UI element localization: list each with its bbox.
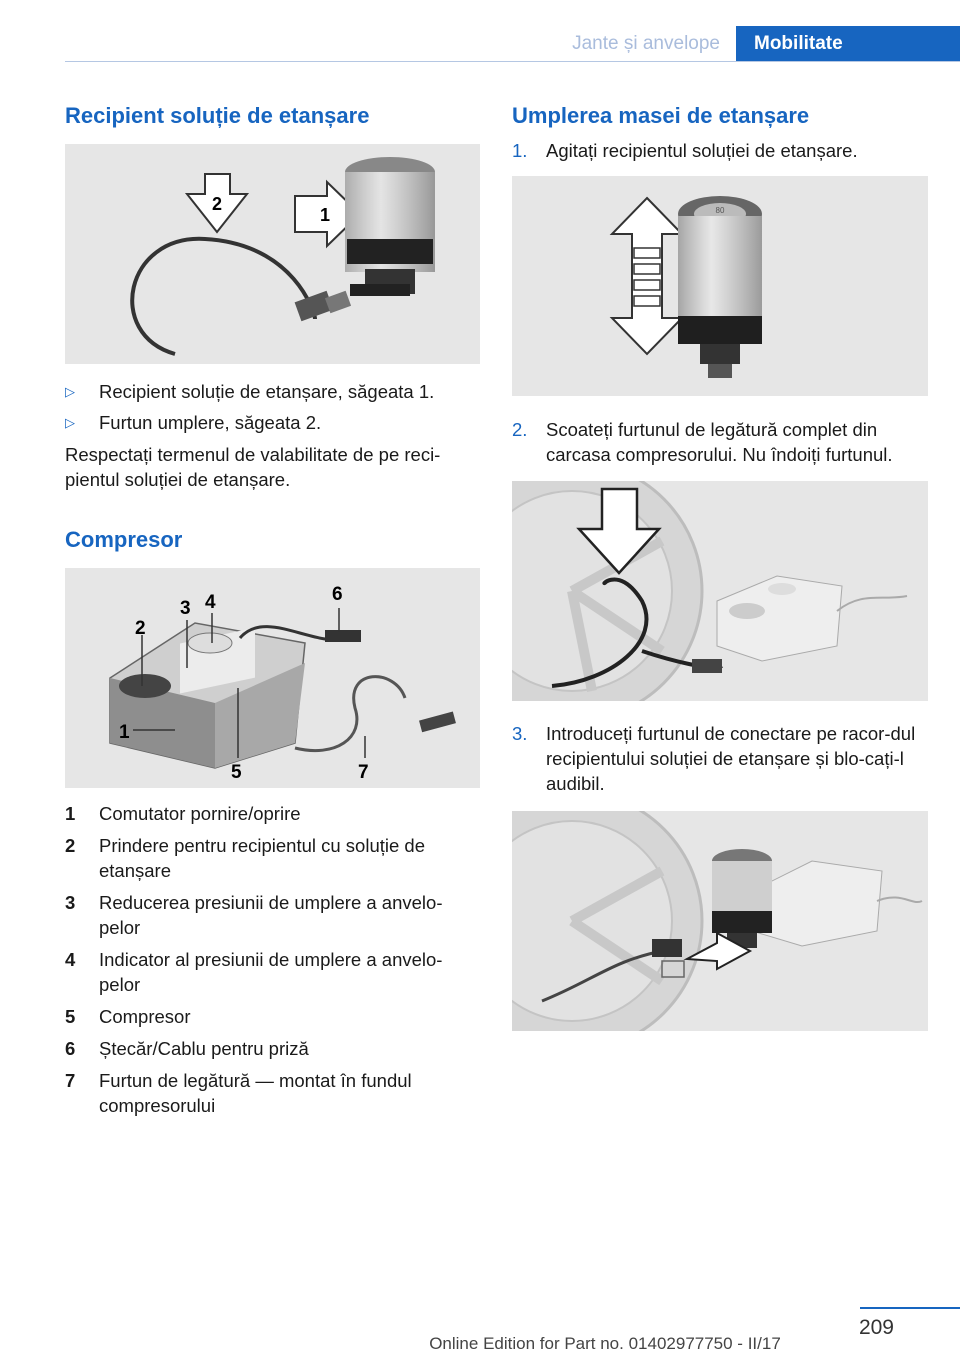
fig2-label-4: 4 xyxy=(205,592,216,613)
figure-sealant-container xyxy=(65,144,480,364)
heading-compressor: Compresor xyxy=(65,527,183,552)
header-section-tab: Jante și anvelope xyxy=(572,33,720,54)
bullet-item: ▷ Recipient soluție de etanșare, săgeata 1. xyxy=(65,381,435,402)
edition-footer: Online Edition for Part no. 01402977750 - II/17 xyxy=(429,1334,781,1353)
fig2-label-6: 6 xyxy=(332,584,343,605)
validity-note: Respectați termenul de valabilitate de pe reci-pientul soluției de etanșare. xyxy=(65,444,441,490)
bullet-item: ▷ Furtun umplere, săgeata 2. xyxy=(65,412,322,433)
page-number: 209 xyxy=(858,1316,894,1339)
fig1-label-1: 1 xyxy=(319,205,331,225)
fig2-label-3: 3 xyxy=(180,598,191,619)
heading-fill-sealant: Umplerea masei de etanșare xyxy=(512,103,810,128)
fig2-label-7: 7 xyxy=(358,762,369,783)
triangle-bullet-icon: ▷ xyxy=(65,415,75,430)
triangle-bullet-icon: ▷ xyxy=(65,384,75,399)
heading-sealant-container: Recipient soluție de etanșare xyxy=(65,103,370,128)
header-chapter-tab: Mobilitate xyxy=(736,26,960,61)
page-number-rule xyxy=(860,1307,960,1309)
figure-shake-container xyxy=(512,176,928,396)
figure-compressor xyxy=(65,568,480,788)
fig1-label-2: 2 xyxy=(211,194,223,214)
figure-connect-hose xyxy=(512,811,928,1031)
header-rule xyxy=(65,61,960,62)
fig2-label-1: 1 xyxy=(119,722,130,743)
fig2-label-2: 2 xyxy=(135,618,146,639)
fig2-label-5: 5 xyxy=(231,762,242,783)
gauge-label-80: 80 xyxy=(715,206,725,215)
figure-pull-hose xyxy=(512,481,928,701)
